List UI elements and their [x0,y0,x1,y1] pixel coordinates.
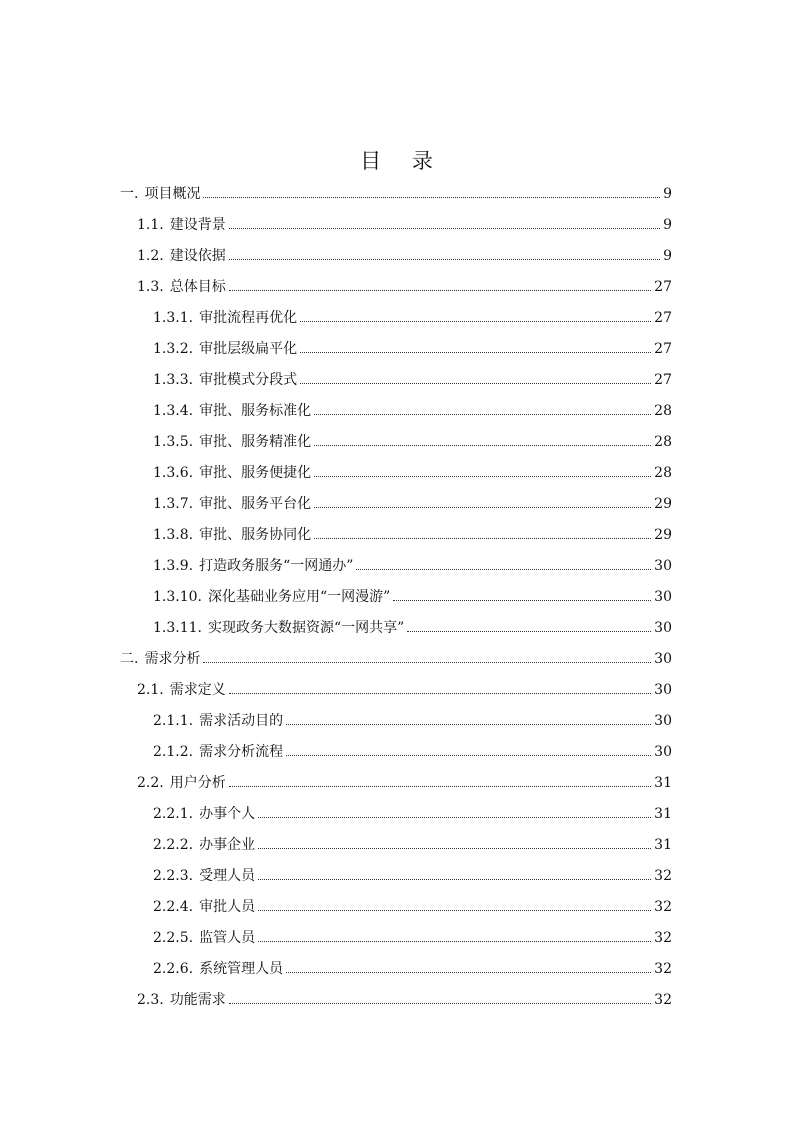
toc-dot-leader [300,321,651,322]
toc-entry-title: 审批、服务标准化 [199,402,312,419]
toc-entry-title: 需求分析流程 [199,743,284,760]
toc-entry-page-number: 30 [654,619,672,636]
toc-entry-page-number: 30 [654,557,672,574]
toc-entry-number: 1.3.4. [153,402,194,419]
toc-dot-leader [229,228,660,229]
toc-entry-number: 1.3.7. [153,495,194,512]
toc-entry[interactable] [0,519,793,550]
toc-entry-number: 2.1.1. [153,712,194,729]
toc-dot-leader [356,569,651,570]
toc-dot-leader [407,631,651,632]
toc-entry[interactable] [0,767,793,798]
toc-entry[interactable] [0,364,793,395]
toc-entry[interactable] [0,488,793,519]
toc-list [0,178,793,1015]
toc-entry[interactable] [0,178,793,209]
toc-entry-number: 2.2. [137,774,164,791]
toc-entry[interactable] [0,271,793,302]
toc-dot-leader [314,414,651,415]
toc-entry[interactable] [0,891,793,922]
toc-entry[interactable] [0,705,793,736]
toc-entry-title: 实现政务大数据资源“一网共享” [207,619,405,636]
toc-entry-title: 总体目标 [169,278,226,295]
toc-entry-page-number: 32 [654,898,672,915]
toc-entry-number: 1.3.8. [153,526,194,543]
toc-entry-page-number: 30 [654,743,672,760]
toc-dot-leader [258,817,651,818]
toc-entry-title: 审批、服务精准化 [199,433,312,450]
toc-entry-number: 1.3.1. [153,309,194,326]
toc-entry-number: 1.3. [137,278,164,295]
toc-entry-title: 办事个人 [199,805,256,822]
toc-entry[interactable] [0,984,793,1015]
toc-entry-title: 用户分析 [169,774,226,791]
toc-entry[interactable] [0,550,793,581]
toc-entry-number: 二. [120,650,139,667]
toc-dot-leader [314,507,651,508]
toc-dot-leader [314,476,651,477]
toc-entry[interactable] [0,643,793,674]
toc-entry[interactable] [0,395,793,426]
toc-entry-page-number: 29 [654,495,672,512]
toc-entry-title: 监管人员 [199,929,256,946]
toc-dot-leader [258,879,651,880]
toc-entry-title: 需求分析 [144,650,201,667]
toc-dot-leader [229,693,651,694]
toc-entry-number: 2.1.2. [153,743,194,760]
toc-entry-page-number: 28 [654,402,672,419]
toc-entry-page-number: 30 [654,650,672,667]
toc-entry-title: 功能需求 [169,991,226,1008]
toc-entry-page-number: 30 [654,712,672,729]
toc-entry[interactable] [0,581,793,612]
toc-dot-leader [300,383,651,384]
toc-entry-title: 办事企业 [199,836,256,853]
toc-entry-number: 1.2. [137,247,164,264]
toc-entry-number: 1.3.11. [153,619,202,636]
toc-entry-page-number: 30 [654,588,672,605]
toc-dot-leader [229,786,651,787]
toc-entry-title: 建设背景 [169,216,226,233]
toc-entry[interactable] [0,953,793,984]
toc-entry-number: 1.3.5. [153,433,194,450]
toc-entry-page-number: 29 [654,526,672,543]
toc-entry-number: 2.1. [137,681,164,698]
toc-entry-title: 审批、服务便捷化 [199,464,312,481]
toc-entry-page-number: 9 [663,185,672,202]
toc-entry-page-number: 27 [654,278,672,295]
toc-entry-title: 需求定义 [169,681,226,698]
toc-entry-title: 审批模式分段式 [199,371,298,388]
toc-entry-number: 1.1. [137,216,164,233]
toc-entry[interactable] [0,674,793,705]
toc-title: 目 录 [360,149,445,173]
toc-entry-page-number: 31 [654,774,672,791]
toc-entry-title: 审批、服务平台化 [199,495,312,512]
toc-entry-page-number: 27 [654,309,672,326]
toc-entry-number: 一. [120,185,139,202]
toc-entry-page-number: 27 [654,371,672,388]
toc-entry-number: 1.3.9. [153,557,194,574]
toc-entry-number: 2.2.2. [153,836,194,853]
toc-entry-title: 打造政务服务“一网通办” [199,557,354,574]
toc-entry-number: 2.2.5. [153,929,194,946]
toc-entry-number: 2.2.4. [153,898,194,915]
toc-dot-leader [203,662,651,663]
toc-entry-page-number: 28 [654,464,672,481]
toc-entry[interactable] [0,736,793,767]
toc-entry[interactable] [0,829,793,860]
toc-entry-title: 受理人员 [199,867,256,884]
toc-entry-number: 1.3.2. [153,340,194,357]
toc-entry[interactable] [0,333,793,364]
toc-entry[interactable] [0,612,793,643]
toc-entry-title: 项目概况 [144,185,201,202]
toc-dot-leader [314,445,651,446]
toc-dot-leader [258,910,651,911]
toc-dot-leader [203,197,660,198]
toc-entry[interactable] [0,860,793,891]
toc-entry[interactable] [0,240,793,271]
toc-entry-title: 深化基础业务应用“一网漫游” [207,588,391,605]
toc-entry-number: 2.2.1. [153,805,194,822]
toc-dot-leader [393,600,651,601]
toc-entry-title: 需求活动目的 [199,712,284,729]
toc-dot-leader [229,259,660,260]
toc-entry-page-number: 31 [654,836,672,853]
toc-dot-leader [300,352,651,353]
toc-dot-leader [286,972,651,973]
toc-entry-title: 建设依据 [169,247,226,264]
toc-entry[interactable] [0,798,793,829]
toc-entry[interactable] [0,209,793,240]
toc-entry[interactable] [0,302,793,333]
toc-entry-title: 审批人员 [199,898,256,915]
toc-entry-title: 审批、服务协同化 [199,526,312,543]
toc-dot-leader [258,941,651,942]
toc-entry-number: 2.2.6. [153,960,194,977]
toc-entry-page-number: 27 [654,340,672,357]
toc-entry-page-number: 30 [654,681,672,698]
toc-entry[interactable] [0,922,793,953]
toc-dot-leader [286,755,651,756]
toc-dot-leader [229,1003,651,1004]
toc-entry-page-number: 32 [654,929,672,946]
toc-entry-page-number: 28 [654,433,672,450]
toc-entry-page-number: 9 [663,216,672,233]
toc-entry-page-number: 31 [654,805,672,822]
toc-dot-leader [286,724,651,725]
toc-dot-leader [229,290,651,291]
toc-entry-page-number: 32 [654,960,672,977]
toc-entry-number: 1.3.10. [153,588,202,605]
toc-entry-page-number: 32 [654,867,672,884]
toc-entry-title: 系统管理人员 [199,960,284,977]
toc-entry-page-number: 9 [663,247,672,264]
toc-entry-page-number: 32 [654,991,672,1008]
toc-entry-title: 审批流程再优化 [199,309,298,326]
toc-entry-number: 2.3. [137,991,164,1008]
toc-entry-number: 1.3.6. [153,464,194,481]
toc-entry-title: 审批层级扁平化 [199,340,298,357]
toc-dot-leader [314,538,651,539]
toc-entry-number: 2.2.3. [153,867,194,884]
toc-dot-leader [258,848,651,849]
toc-entry[interactable] [0,457,793,488]
toc-entry[interactable] [0,426,793,457]
toc-entry-number: 1.3.3. [153,371,194,388]
